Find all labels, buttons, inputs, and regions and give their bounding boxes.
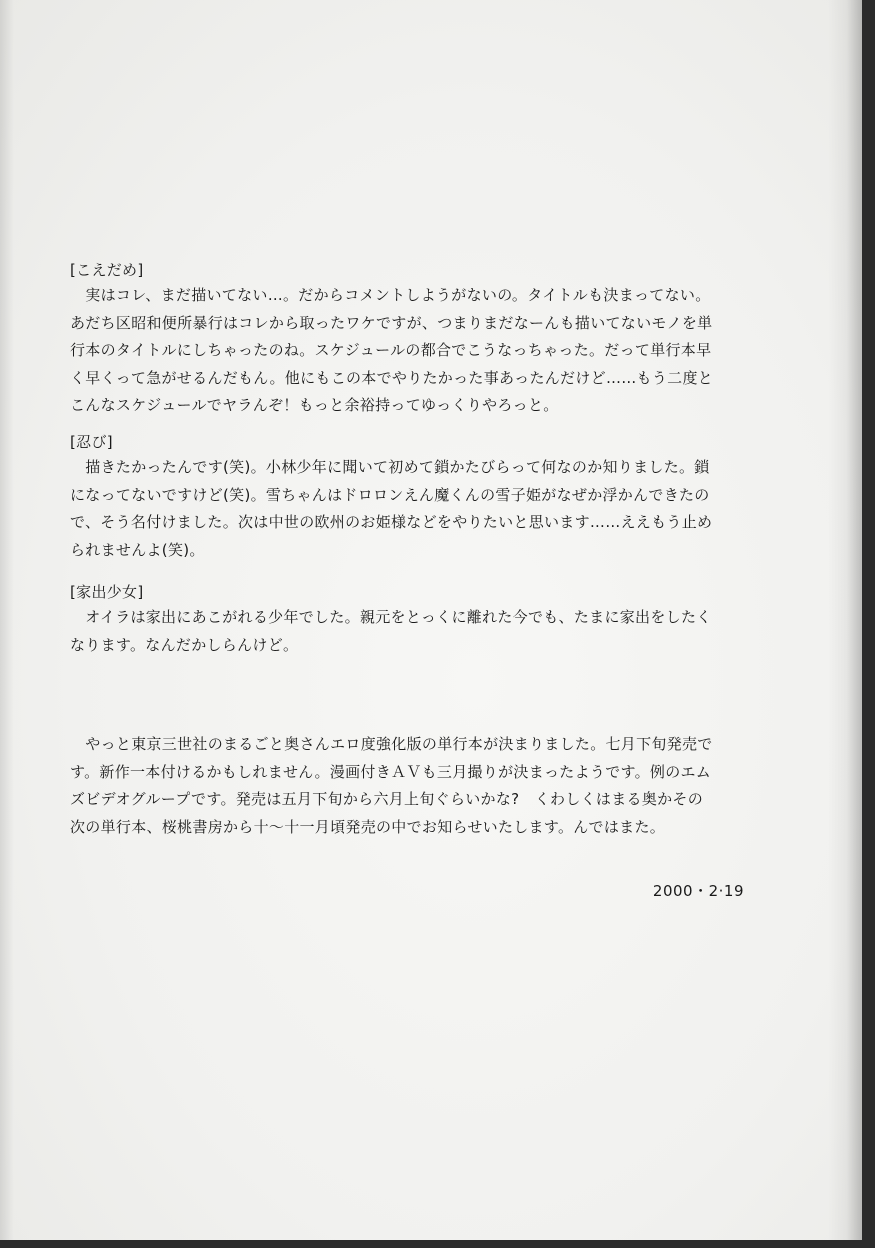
page-left-edge-shadow	[0, 0, 14, 1240]
section-shinobi	[70, 430, 775, 564]
text-line: 次の単行本、桜桃書房から十〜十一月頃発売の中でお知らせいたします。んではまた。	[70, 817, 666, 836]
closing-paragraph	[70, 731, 775, 841]
text-line: 描きたかったんです(笑)。小林少年に聞いて初めて鎖かたびらって何なのか知りました。鎖	[70, 458, 710, 476]
section-koedame	[70, 258, 775, 420]
text-line: こんなスケジュールでヤラんぞ！もっと余裕持ってゆっくりやろっと。	[70, 396, 559, 414]
text-line: なります。なんだかしらんけど。	[70, 635, 299, 654]
text-line: す。新作一本付けるかもしれません。漫画付きＡＶも三月撮りが決まったようです。例のエム	[70, 762, 712, 781]
text-line: やっと東京三世社のまるごと奥さんエロ度強化版の単行本が決まりました。七月下旬発売で	[70, 735, 713, 753]
section-iede-shoujo	[70, 580, 775, 659]
date-signature: 2000・2·19	[652, 882, 744, 900]
text-line: く早くって急がせるんだもん。他にもこの本でやりたかった事あったんだけど……もう二度と	[70, 368, 714, 387]
section-heading: [こえだめ]	[70, 261, 144, 279]
page-spine-shadow	[828, 0, 862, 1240]
text-line: られませんよ(笑)。	[70, 540, 205, 559]
text-line: ズビデオグループです。発売は五月下旬から六月上旬ぐらいかな? くわしくはまる奥かその	[70, 790, 704, 808]
section-heading: [忍び]	[70, 433, 113, 451]
scan-border-bottom	[0, 1240, 875, 1248]
text-line: で、そう名付けました。次は中世の欧州のお姫様などをやりたいと思います……ええもう止め	[70, 513, 713, 531]
text-line: あだち区昭和便所暴行はコレから取ったワケですが、つまりまだなーんも描いてないモノを単	[70, 313, 713, 332]
text-line: になってないですけど(笑)。雪ちゃんはドロロンえん魔くんの雪子姫がなぜか浮かんできたの	[70, 485, 710, 504]
text-line: オイラは家出にあこがれる少年でした。親元をとっくに離れた今でも、たまに家出をしたく	[70, 608, 712, 626]
scan-border-right	[862, 0, 875, 1248]
text-line: 行本のタイトルにしちゃったのね。スケジュールの都合でこうなっちゃった。だって単行本早	[70, 341, 712, 359]
text-line: 実はコレ、まだ描いてない…。だからコメントしようがないの。タイトルも決まってない。	[70, 286, 711, 304]
section-heading: [家出少女]	[70, 583, 144, 601]
